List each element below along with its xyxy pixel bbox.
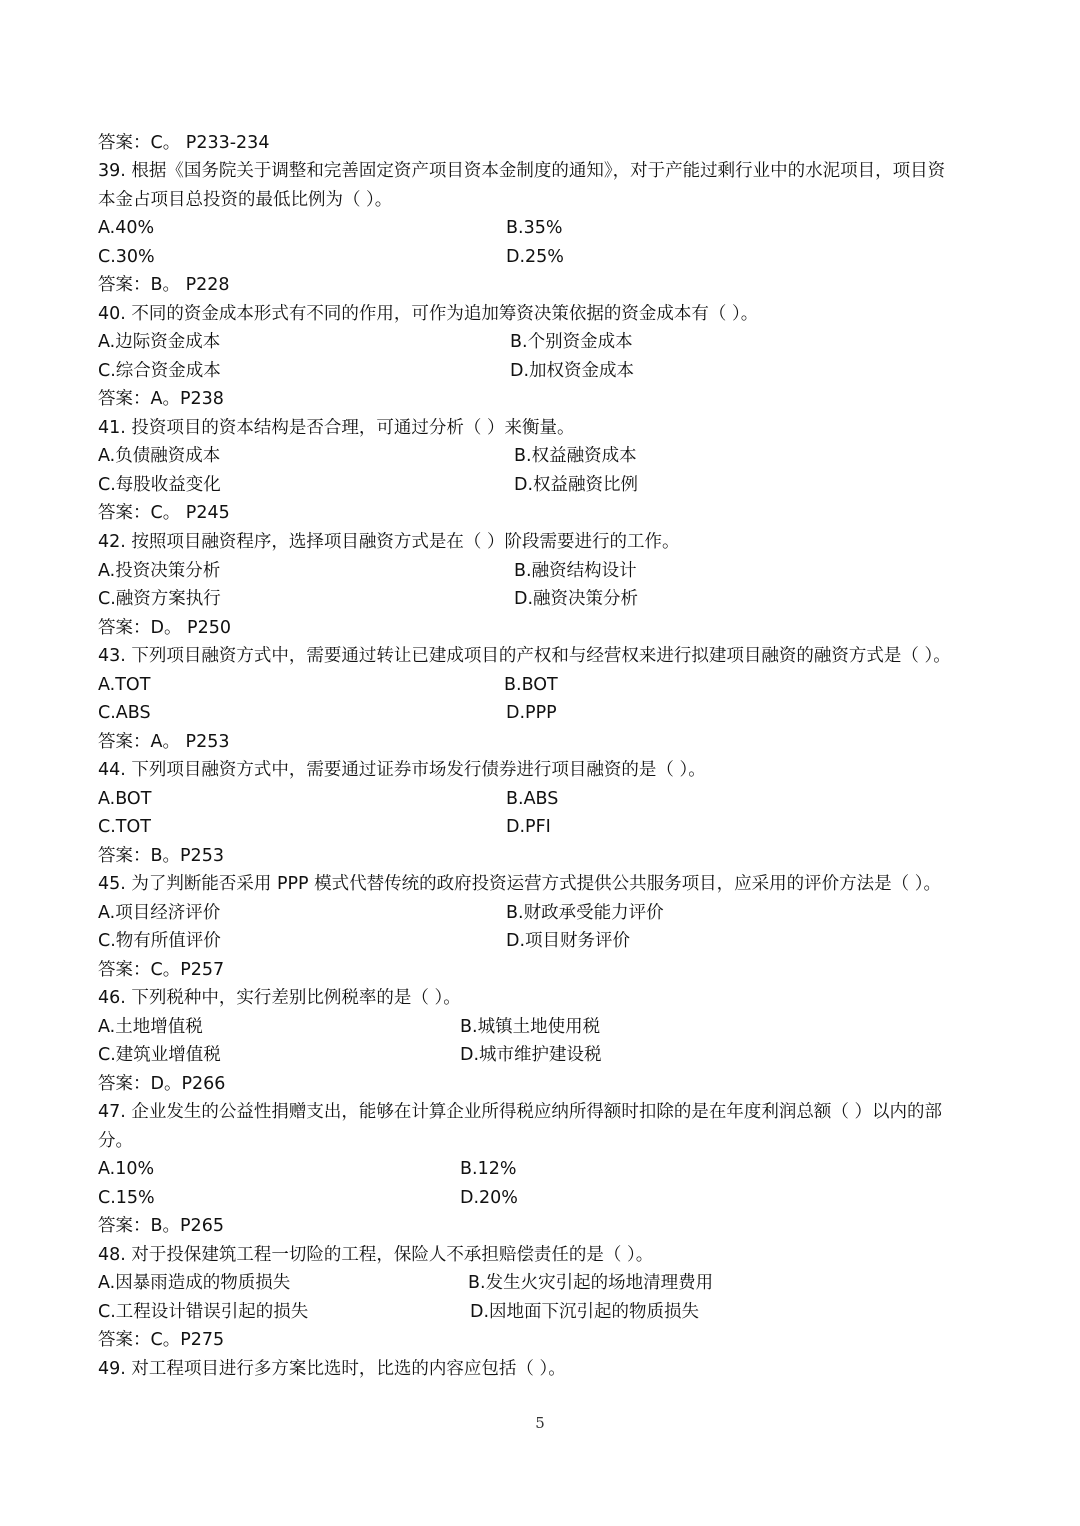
question-46: 46. 下列税种中，实行差别比例税率的是（ ）。: [98, 988, 461, 1008]
option-44-c: C.TOT: [98, 817, 151, 837]
option-40-a: A.边际资金成本: [98, 332, 221, 352]
option-43-a: A.TOT: [98, 675, 151, 695]
option-43-b: B.BOT: [504, 675, 558, 695]
option-46-b: B.城镇土地使用税: [460, 1017, 601, 1037]
option-39-a: A.40%: [98, 218, 155, 238]
question-48: 48. 对于投保建筑工程一切险的工程，保险人不承担赔偿责任的是（ ）。: [98, 1245, 654, 1265]
answer-48: 答案：C。P275: [98, 1330, 225, 1350]
option-42-a: A.投资决策分析: [98, 561, 221, 581]
option-47-a: A.10%: [98, 1159, 155, 1179]
answer-41: 答案：C。 P245: [98, 503, 230, 523]
option-44-b: B.ABS: [506, 789, 559, 809]
answer-43: 答案：A。 P253: [98, 732, 230, 752]
option-42-b: B.融资结构设计: [514, 561, 637, 581]
option-41-d: D.权益融资比例: [514, 475, 639, 495]
question-49: 49. 对工程项目进行多方案比选时，比选的内容应包括（ ）。: [98, 1359, 566, 1379]
answer-46: 答案：D。P266: [98, 1074, 226, 1094]
option-47-c: C.15%: [98, 1188, 155, 1208]
option-47-d: D.20%: [460, 1188, 518, 1208]
question-39-cont: 本金占项目总投资的最低比例为（ ）。: [98, 190, 393, 210]
option-41-a: A.负债融资成本: [98, 446, 221, 466]
answer-44: 答案：B。P253: [98, 846, 224, 866]
option-43-c: C.ABS: [98, 703, 151, 723]
answer-45: 答案：C。P257: [98, 960, 225, 980]
question-44: 44. 下列项目融资方式中，需要通过证券市场发行债券进行项目融资的是（ ）。: [98, 760, 706, 780]
option-48-a: A.因暴雨造成的物质损失: [98, 1273, 291, 1293]
question-45: 45. 为了判断能否采用 PPP 模式代替传统的政府投资运营方式提供公共服务项目，应采用的评价方法是（ ）。: [98, 874, 941, 894]
option-48-b: B.发生火灾引起的场地清理费用: [468, 1273, 714, 1293]
option-44-a: A.BOT: [98, 789, 152, 809]
page-number: 5: [535, 1414, 545, 1432]
question-42: 42. 按照项目融资程序，选择项目融资方式是在（ ）阶段需要进行的工作。: [98, 532, 680, 552]
question-47-cont: 分。: [98, 1131, 133, 1151]
option-44-d: D.PFI: [506, 817, 551, 837]
option-48-c: C.工程设计错误引起的损失: [98, 1302, 309, 1322]
option-45-c: C.物有所值评价: [98, 931, 221, 951]
answer-42: 答案：D。 P250: [98, 618, 231, 638]
answer-39: 答案：B。 P228: [98, 275, 230, 295]
option-41-c: C.每股收益变化: [98, 475, 221, 495]
option-47-b: B.12%: [460, 1159, 517, 1179]
question-39: 39. 根据《国务院关于调整和完善固定资产项目资本金制度的通知》，对于产能过剩行业中的水泥项目，项目资: [98, 161, 946, 181]
option-41-b: B.权益融资成本: [514, 446, 637, 466]
answer-47: 答案：B。P265: [98, 1216, 224, 1236]
option-39-c: C.30%: [98, 247, 155, 267]
option-43-d: D.PPP: [506, 703, 557, 723]
option-40-c: C.综合资金成本: [98, 361, 221, 381]
option-40-b: B.个别资金成本: [510, 332, 633, 352]
question-41: 41. 投资项目的资本结构是否合理，可通过分析（ ）来衡量。: [98, 418, 575, 438]
answer-38: 答案：C。 P233-234: [98, 133, 270, 153]
option-48-d: D.因地面下沉引起的物质损失: [470, 1302, 700, 1322]
question-47: 47. 企业发生的公益性捐赠支出，能够在计算企业所得税应纳所得额时扣除的是在年度利润总额（ ）以内的部: [98, 1102, 942, 1122]
option-46-c: C.建筑业增值税: [98, 1045, 221, 1065]
question-40: 40. 不同的资金成本形式有不同的作用，可作为追加筹资决策依据的资金成本有（ ）。: [98, 304, 759, 324]
option-45-b: B.财政承受能力评价: [506, 903, 664, 923]
option-40-d: D.加权资金成本: [510, 361, 635, 381]
option-42-c: C.融资方案执行: [98, 589, 221, 609]
answer-40: 答案：A。P238: [98, 389, 224, 409]
option-39-d: D.25%: [506, 247, 564, 267]
option-39-b: B.35%: [506, 218, 563, 238]
option-42-d: D.融资决策分析: [514, 589, 639, 609]
option-45-a: A.项目经济评价: [98, 903, 221, 923]
option-46-d: D.城市维护建设税: [460, 1045, 602, 1065]
question-43: 43. 下列项目融资方式中，需要通过转让已建成项目的产权和与经营权来进行拟建项目融资的融资方式是（ ）。: [98, 646, 951, 666]
option-45-d: D.项目财务评价: [506, 931, 631, 951]
option-46-a: A.土地增值税: [98, 1017, 203, 1037]
